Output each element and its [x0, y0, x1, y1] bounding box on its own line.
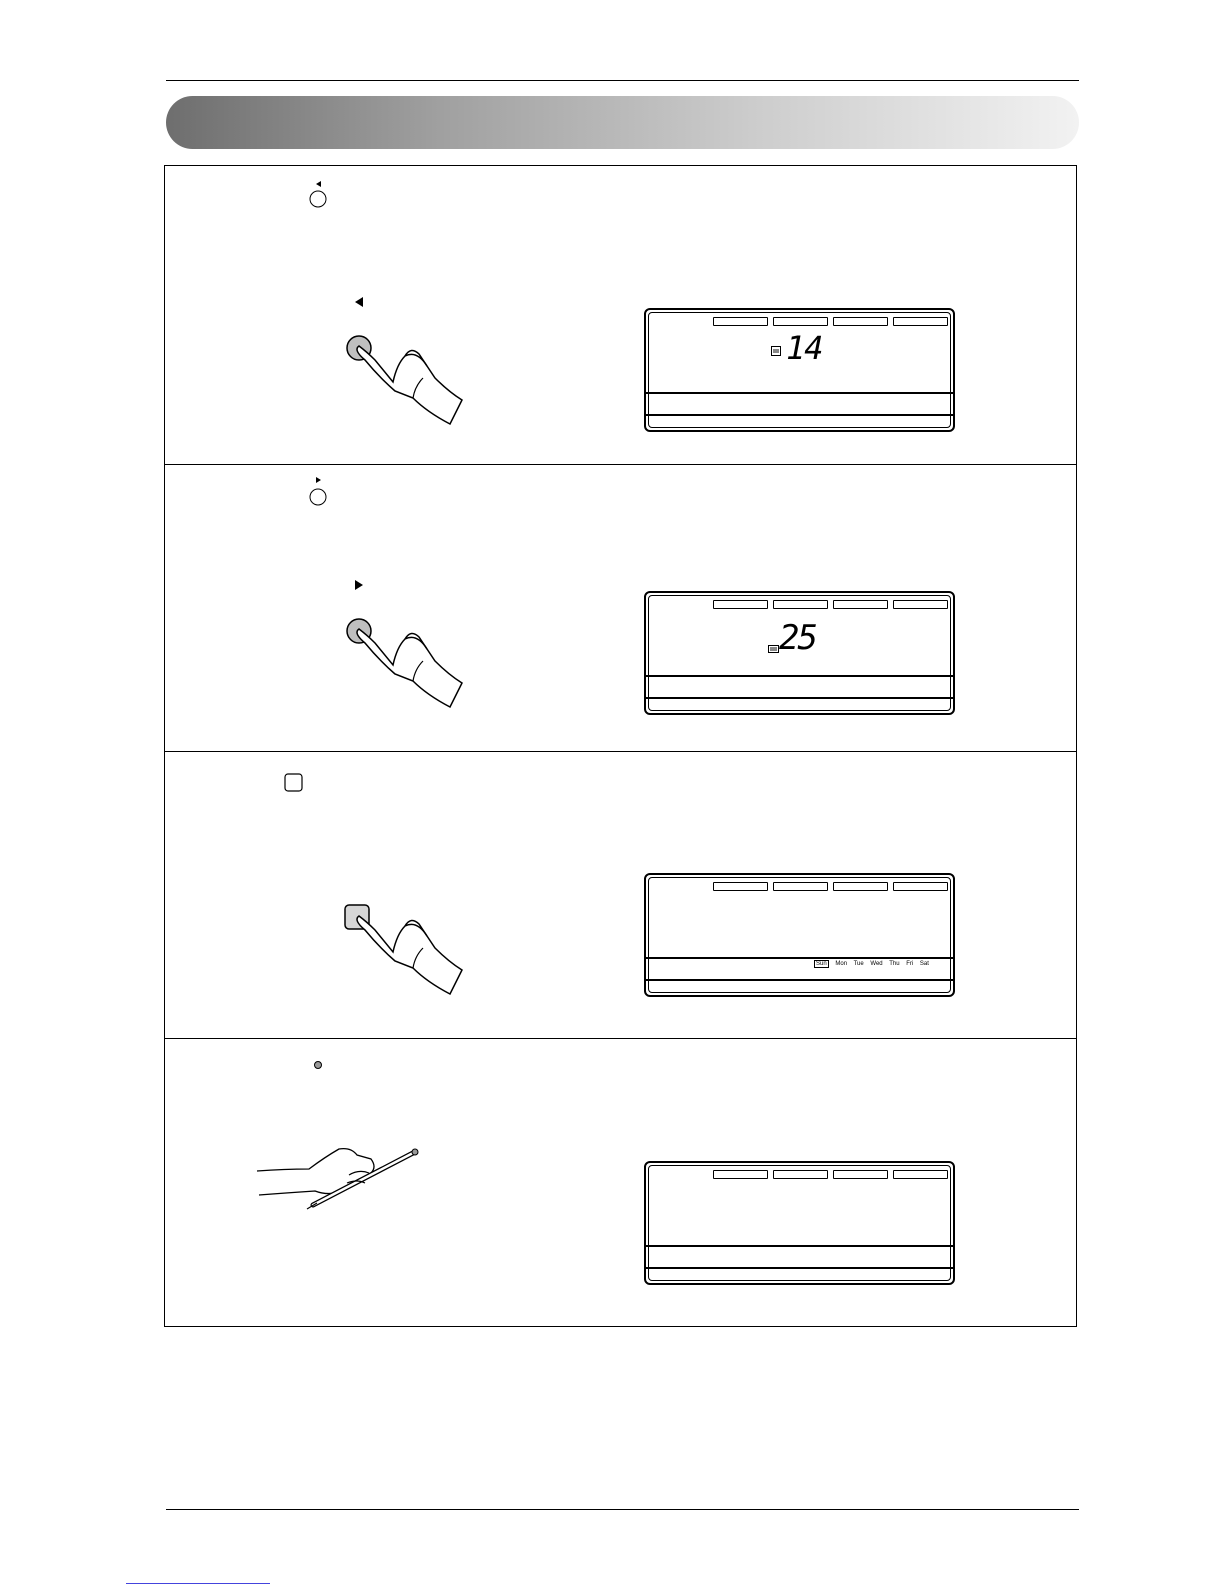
square-button-icon: [283, 772, 305, 794]
lcd-display: [644, 308, 955, 432]
hand-holding-pen-icon: [255, 1139, 425, 1229]
finger-press-round-button-icon: [335, 577, 475, 712]
step-1: [165, 166, 1076, 464]
bottom-rule: [166, 1509, 1079, 1510]
left-arrow-round-button-icon: [307, 179, 331, 209]
bottom-link-underline: [126, 1583, 270, 1584]
finger-press-square-button-icon: [335, 864, 475, 999]
hour-indicator-icon: [771, 346, 781, 356]
day-mon: Mon: [835, 961, 848, 967]
day-sun: Sun: [816, 961, 827, 967]
day-fri: Fri: [906, 961, 914, 967]
finger-press-round-button-icon: [335, 294, 475, 429]
lcd-hour-value: 14: [786, 329, 823, 367]
day-wed: Wed: [870, 961, 883, 967]
lcd-display: [644, 873, 955, 997]
day-thu: Thu: [889, 961, 900, 967]
right-arrow-round-button-icon: [307, 475, 331, 507]
step-4: [165, 1038, 1076, 1327]
section-title-bar: [166, 96, 1079, 149]
top-rule: [166, 80, 1079, 81]
lcd-display: [644, 591, 955, 715]
step-2: [165, 464, 1076, 752]
day-sat: Sat: [919, 961, 929, 967]
step-3: [165, 751, 1076, 1039]
lcd-day-row: [814, 961, 934, 967]
lcd-display: [644, 1161, 955, 1285]
lcd-minute-value: 25: [779, 618, 816, 658]
minute-indicator-icon: [768, 645, 779, 653]
steps-frame: [164, 165, 1077, 1327]
reset-pinhole-icon: [312, 1059, 324, 1071]
day-tue: Tue: [853, 961, 864, 967]
